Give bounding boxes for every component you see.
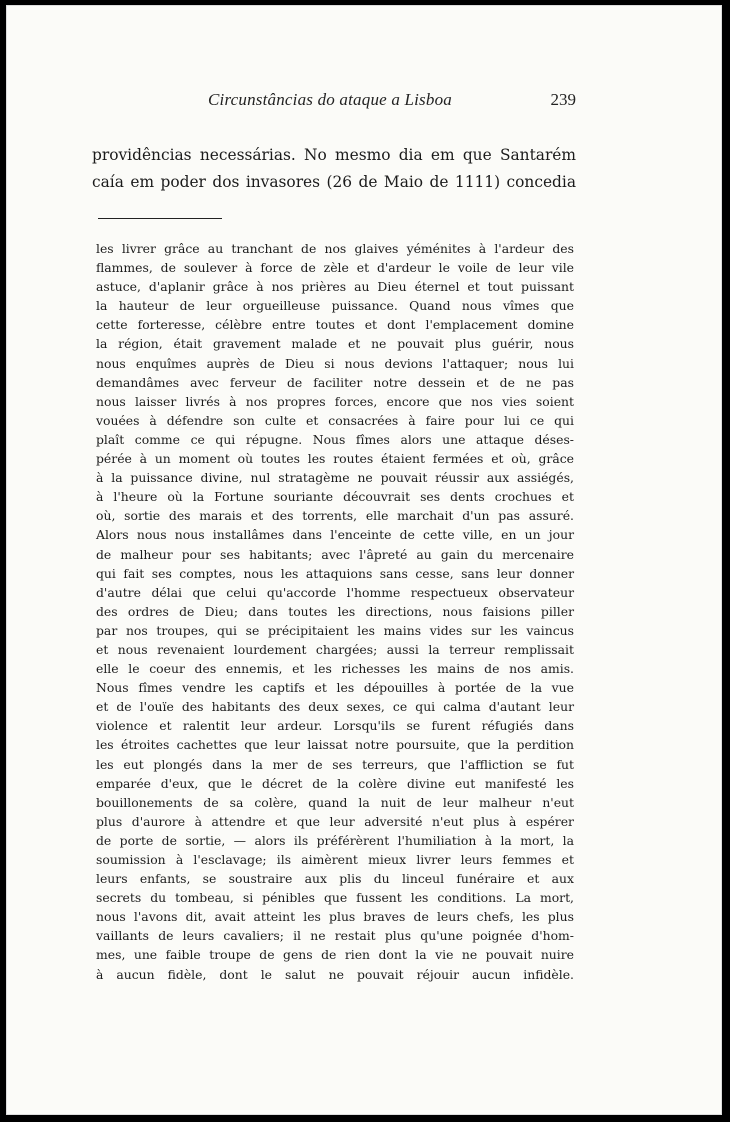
footnote-line: de porte de sortie, — alors ils préférèrent l'humiliation à la mort, la xyxy=(96,832,574,848)
footnote-line: et de l'ouïe des habitants des deux sexes, ce qui calma d'autant leur xyxy=(96,699,574,715)
footnote-line: astuce, d'aplanir grâce à nos prières au Dieu éternel et tout puissant xyxy=(96,279,574,295)
footnote-line: les étroites cachettes que leur laissat notre poursuite, que la perdition xyxy=(96,737,574,753)
footnote-line: vouées à défendre son culte et consacrées à faire pour lui ce qui xyxy=(96,412,574,428)
main-text-line: caía em poder dos invasores (26 de Maio de 1111) concedia xyxy=(92,173,576,191)
footnote-line: et nous revenaient lourdement chargées; aussi la terreur remplissait xyxy=(96,641,574,657)
footnote-line: Alors nous nous installâmes dans l'enceinte de cette ville, en un jour xyxy=(96,527,574,543)
footnote-line: à la puissance divine, nul stratagème ne pouvait réussir aux assiégés, xyxy=(96,470,574,486)
page-header xyxy=(92,90,576,114)
footnote-line: vaillants de leurs cavaliers; il ne restait plus qu'une poignée d'hom- xyxy=(96,928,574,944)
footnote-line: pérée à un moment où toutes les routes étaient fermées et où, grâce xyxy=(96,451,574,467)
footnote-line: nous enquîmes auprès de Dieu si nous devions l'attaquer; nous lui xyxy=(96,355,574,371)
footnote-line: nous l'avons dit, avait atteint les plus braves de leurs chefs, les plus xyxy=(96,909,574,925)
footnote-line: la hauteur de leur orgueilleuse puissance. Quand nous vîmes que xyxy=(96,298,574,314)
footnote-line: la région, était gravement malade et ne pouvait plus guérir, nous xyxy=(96,336,574,352)
footnote-line: mes, une faible troupe de gens de rien dont la vie ne pouvait nuire xyxy=(96,947,574,963)
footnote-line: soumission à l'esclavage; ils aimèrent mieux livrer leurs femmes et xyxy=(96,852,574,867)
footnote-line: les eut plongés dans la mer de ses terreurs, que l'affliction se fut xyxy=(96,756,574,772)
footnote-line: où, sortie des marais et des torrents, elle marchait d'un pas assuré. xyxy=(96,508,574,524)
book-page xyxy=(6,5,722,1115)
main-text-line: providências necessárias. No mesmo dia em que Santarém xyxy=(92,146,576,164)
footnote-line: flammes, de soulever à force de zèle et d'ardeur le voile de leur vile xyxy=(96,260,574,276)
footnote-line: des ordres de Dieu; dans toutes les directions, nous faisions piller xyxy=(96,603,574,619)
running-title: Circunstâncias do ataque a Lisboa xyxy=(208,90,452,109)
footnote xyxy=(96,239,574,984)
footnote-line: nous laisser livrés à nos propres forces, encore que nos vies soient xyxy=(96,393,574,409)
footnote-separator xyxy=(98,218,222,219)
footnote-line: leurs enfants, se soustraire aux plis du linceul funéraire et aux xyxy=(96,871,574,887)
footnote-line: elle le coeur des ennemis, et les richesses les mains de nos amis. xyxy=(96,661,574,677)
footnote-line: qui fait ses comptes, nous les attaquions sans cesse, sans leur donner xyxy=(96,565,574,581)
main-text xyxy=(92,142,576,196)
footnote-line: d'autre délai que celui qu'accorde l'homme respectueux observateur xyxy=(96,584,574,600)
footnote-line: par nos troupes, qui se précipitaient les mains vides sur les vaincus xyxy=(96,622,574,638)
page-number: 239 xyxy=(550,90,576,109)
footnote-line: bouillonements de sa colère, quand la nuit de leur malheur n'eut xyxy=(96,794,574,810)
footnote-line: demandâmes avec ferveur de faciliter notre dessein et de ne pas xyxy=(96,374,574,390)
footnote-line: de malheur pour ses habitants; avec l'âpreté au gain du mercenaire xyxy=(96,546,574,562)
footnote-line: violence et ralentit leur ardeur. Lorsqu'ils se furent réfugiés dans xyxy=(96,718,574,734)
footnote-line: plaît comme ce qui répugne. Nous fîmes alors une attaque déses- xyxy=(96,431,574,447)
footnote-line: à l'heure où la Fortune souriante découvrait ses dents crochues et xyxy=(96,489,574,505)
footnote-line: les livrer grâce au tranchant de nos glaives yéménites à l'ardeur des xyxy=(96,241,574,256)
footnote-line: secrets du tombeau, si pénibles que fussent les conditions. La mort, xyxy=(96,890,574,906)
footnote-line: plus d'aurore à attendre et que leur adversité n'eut plus à espérer xyxy=(96,813,574,829)
footnote-line: Nous fîmes vendre les captifs et les dépouilles à portée de la vue xyxy=(96,680,574,696)
footnote-line: cette forteresse, célèbre entre toutes et dont l'emplacement domine xyxy=(96,317,574,333)
footnote-line: à aucun fidèle, dont le salut ne pouvait réjouir aucun infidèle. xyxy=(96,966,574,982)
footnote-line: emparée d'eux, que le décret de la colère divine eut manifesté les xyxy=(96,775,574,791)
